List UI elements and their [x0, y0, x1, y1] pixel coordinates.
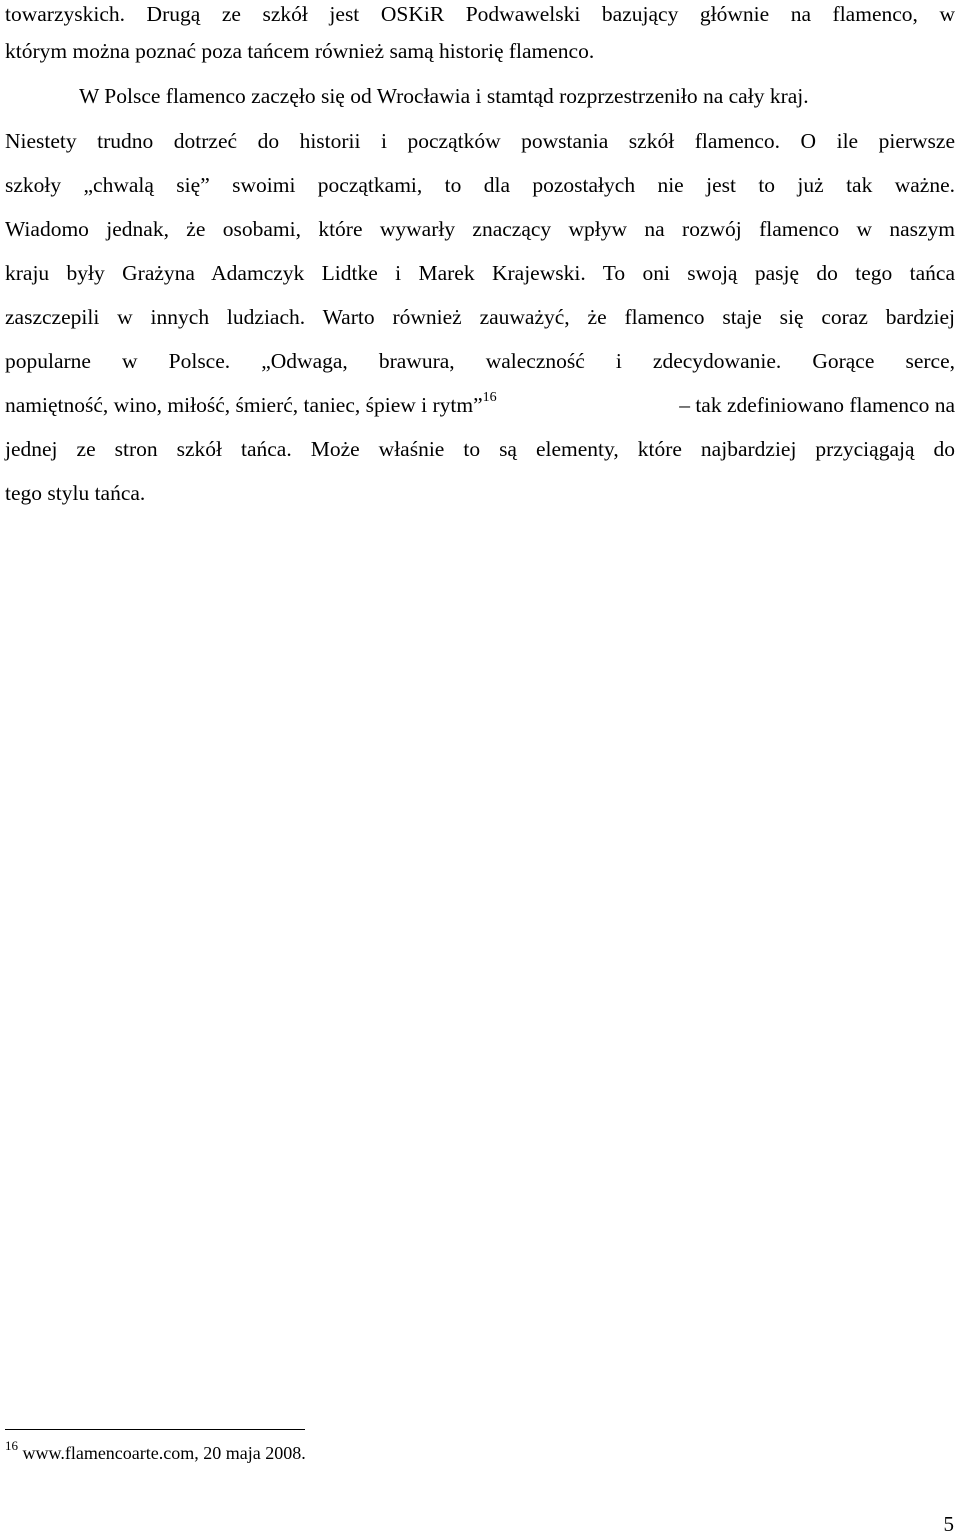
- paragraph-line-12: tego stylu tańca.: [5, 481, 146, 505]
- footnote-separator: [5, 1429, 305, 1430]
- footnote-reference: 16: [482, 389, 497, 405]
- paragraph-line-2: którym można poznać poza tańcem również samą historię flamenco.: [5, 39, 595, 63]
- paragraph-line-6: Wiadomo jednak, że osobami, które wywarły znaczący wpływ na rozwój flamenco w naszym: [5, 217, 955, 241]
- page-number: 5: [943, 1512, 954, 1536]
- paragraph-line-3: W Polsce flamenco zaczęło się od Wrocławia i stamtąd rozprzestrzeniło na cały kraj.: [79, 84, 809, 108]
- line-10-after-reference: – tak zdefiniowano flamenco na: [679, 393, 955, 417]
- paragraph-line-4: Niestety trudno dotrzeć do historii i początków powstania szkół flamenco. O ile pierwsze: [5, 129, 955, 153]
- paragraph-line-7: kraju były Grażyna Adamczyk Lidtke i Marek Krajewski. To oni swoją pasję do tego tańca: [5, 261, 955, 285]
- footnote-number: 16: [5, 1438, 18, 1453]
- paragraph-line-8: zaszczepili w innych ludziach. Warto również zauważyć, że flamenco staje się coraz bardziej: [5, 305, 955, 329]
- paragraph-line-11: jednej ze stron szkół tańca. Może właśnie to są elementy, które najbardziej przyciągają do: [5, 437, 955, 461]
- paragraph-line-9: popularne w Polsce. „Odwaga, brawura, waleczność i zdecydowanie. Gorące serce,: [5, 349, 955, 373]
- paragraph-line-5: szkoły „chwalą się” swoimi początkami, to dla pozostałych nie jest to już tak ważne.: [5, 173, 955, 197]
- paragraph-line-1: towarzyskich. Drugą ze szkół jest OSKiR Podwawelski bazujący głównie na flamenco, w: [5, 2, 955, 26]
- footnote-text: www.flamencoarte.com, 20 maja 2008.: [22, 1443, 306, 1463]
- footnote: [5, 1438, 306, 1465]
- line-10-before-reference: namiętność, wino, miłość, śmierć, taniec, śpiew i rytm”$^{16}$: [5, 389, 497, 417]
- paragraph-line-10: [5, 391, 955, 419]
